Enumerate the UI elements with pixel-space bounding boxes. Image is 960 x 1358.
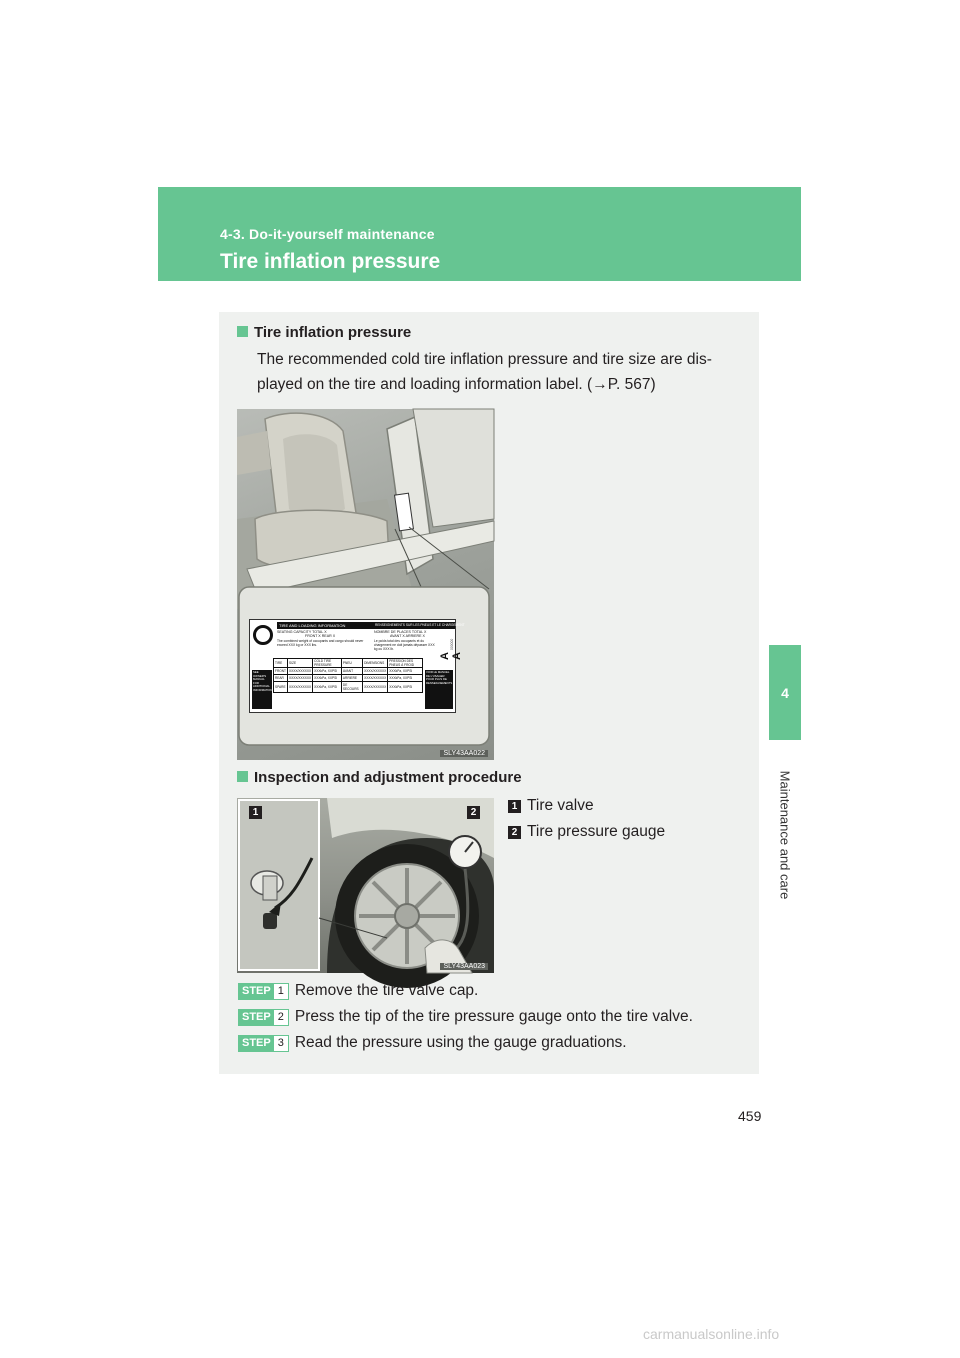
tire-spec-table (273, 658, 423, 693)
tire-icon (253, 625, 273, 645)
callout-1-marker: 1 (249, 806, 262, 819)
seating-front-rear-fr: AVANT X ARRIERE X (390, 634, 425, 638)
step-2 (238, 1008, 693, 1026)
page-title: Tire inflation pressure (220, 250, 441, 273)
col-pressure: COLD TIRE PRESSURE (313, 659, 342, 668)
content-panel (219, 312, 759, 1074)
chapter-header (158, 187, 801, 281)
row-rear-size: XXXX/XXXXXX (288, 676, 312, 680)
callout-legend-2: 2 Tire pressure gauge (508, 823, 665, 841)
col-pneu: PNEU (341, 659, 362, 668)
tire-gauge-illustration (237, 798, 494, 973)
label-code-small: 000000 (450, 638, 454, 650)
label-code-big: A A (439, 652, 463, 660)
chapter-tab[interactable] (769, 645, 801, 740)
tire-loading-label-card (249, 619, 465, 713)
row-front-en: FRONT (275, 669, 286, 673)
row-front-fr: AVANT (341, 668, 362, 675)
watermark: carmanualsonline.info (643, 1326, 780, 1342)
row-spare-fr: DE SECOURS (341, 682, 362, 693)
label-header-en: TIRE AND LOADING INFORMATION (277, 622, 375, 629)
label-header-fr: RENSEIGNEMENTS SUR LES PNEUS ET LE CHARGEMENT (375, 623, 465, 627)
col-tire: TIRE (274, 659, 288, 668)
seating-capacity-en: SEATING CAPACITY TOTAL X (277, 630, 327, 634)
page-number: 459 (738, 1108, 762, 1124)
callout-legend-1: 1 Tire valve (508, 797, 594, 815)
step-1-badge: STEP 1 (238, 983, 289, 1000)
bullet-square-icon (237, 771, 248, 782)
step-2-badge: STEP 2 (238, 1009, 289, 1026)
row-front-size: XXXX/XXXXXX (288, 669, 312, 673)
label-side-note-en: SEE OWNER'S MANUAL FOR ADDITIONAL INFORMATION (252, 670, 272, 709)
section-heading-inspection: Inspection and adjustment procedure (237, 769, 522, 786)
image-code-1: SLY43AA022 (440, 750, 488, 757)
row-spare-pressure: XXXkPa, XXPSI (313, 682, 342, 693)
row-spare-pressure-fr: XXXkPa, XXPSI (388, 682, 423, 693)
row-rear-fr: ARRIERE (341, 675, 362, 682)
tire-label-illustration (237, 409, 494, 760)
step-3-badge: STEP 3 (238, 1035, 289, 1052)
bullet-square-icon (237, 326, 248, 337)
step-2-text: Press the tip of the tire pressure gauge onto the tire valve. (294, 1008, 693, 1025)
col-size: SIZE (287, 659, 312, 668)
row-front-size-fr: XXXX/XXXXXX (364, 669, 387, 673)
section-heading-tire-pressure: Tire inflation pressure (237, 324, 411, 341)
step-3-text: Read the pressure using the gauge graduations. (294, 1034, 627, 1051)
label-side-note-fr: VOIR LE MANUEL DE L'USAGER POUR PLUS DE RENSEIGNEMENTS (425, 670, 453, 709)
row-front-pressure: XXXkPa, XXPSI (313, 668, 342, 675)
step-1-text: Remove the tire valve cap. (294, 982, 479, 999)
row-rear-size-fr: XXXX/XXXXXX (364, 676, 387, 680)
image-code-2: SLY43AA023 (440, 963, 488, 970)
weight-limit-en: The combined weight of occupants and cargo should never exceed XXX kg or XXX lbs. (277, 639, 364, 647)
col-dimensions: DIMENSIONS (363, 659, 388, 668)
col-pression: PRESSION DES PNEUS À FROID (388, 659, 423, 668)
chapter-number: 4 (781, 684, 789, 701)
weight-limit-fr: Le poids total des occupants et du chargement ne doit jamais dépasser XXX kg ou XXX lb. (374, 639, 435, 651)
callout-2-marker: 2 (467, 806, 480, 819)
row-spare-size-fr: XXXX/XXXXXX (363, 682, 388, 693)
tire-pressure-description: The recommended cold tire inflation pressure and tire size are dis-played on the tire and loading information label. (→P. 567) (257, 351, 712, 393)
row-rear-en: REAR (274, 675, 288, 682)
row-rear-pressure: XXXkPa, XXPSI (313, 675, 342, 682)
step-3 (238, 1034, 627, 1052)
row-spare-size: XXXX/XXXXXX (287, 682, 312, 693)
step-1 (238, 982, 478, 1000)
row-rear-pressure-fr: XXXkPa, XXPSI (388, 675, 423, 682)
row-front-pressure-fr: XXXkPa, XXPSI (388, 668, 423, 675)
section-label: 4-3. Do-it-yourself maintenance (220, 226, 435, 242)
chapter-side-label: Maintenance and care (777, 770, 793, 900)
seating-front-rear-en: FRONT X REAR X (305, 634, 336, 638)
wheel-gauge-drawing (237, 798, 494, 973)
seating-capacity-fr: NOMBRE DE PLACES TOTAL X (374, 630, 427, 634)
row-spare-en: SPARE (274, 682, 288, 693)
